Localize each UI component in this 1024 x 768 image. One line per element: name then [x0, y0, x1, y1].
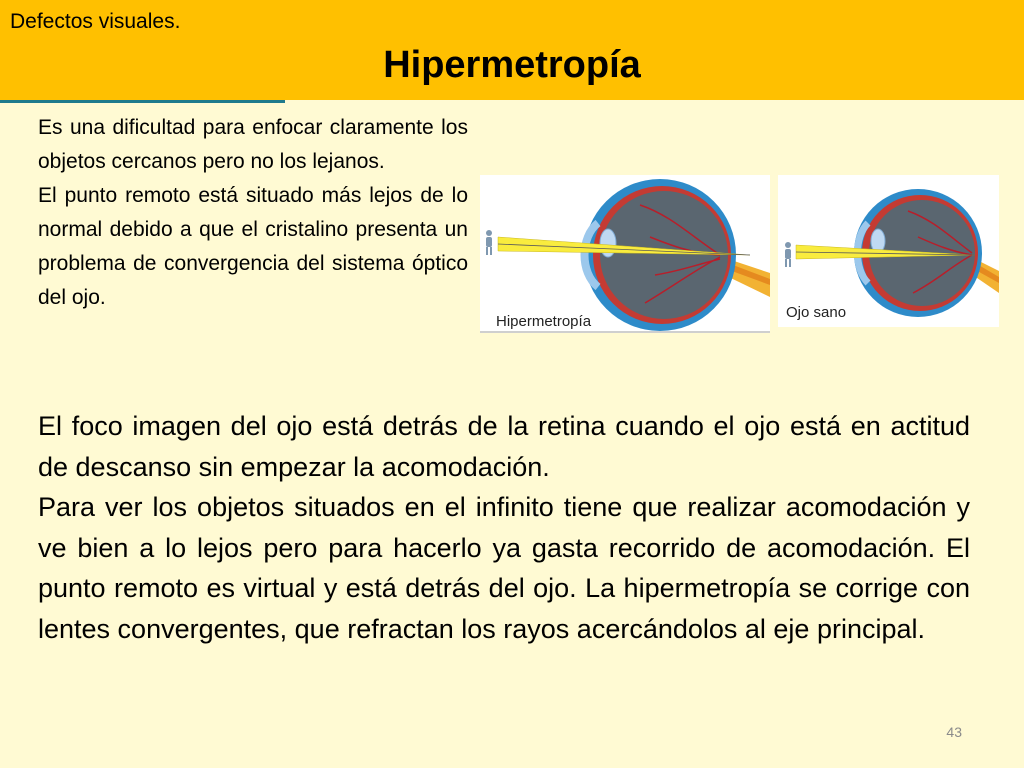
slide-title: Hipermetropía	[383, 44, 641, 86]
hyperopia-caption: Hipermetropía	[496, 313, 592, 330]
hyperopia-eye-figure	[480, 175, 770, 333]
body-paragraph-1: El foco imagen del ojo está detrás de la retina cuando el ojo está en actitud de descanso sin empezar la acomodación.	[38, 411, 970, 482]
body-text	[38, 406, 970, 649]
intro-paragraph-2: El punto remoto está situado más lejos de lo normal debido a que el cristalino presenta un problema de convergencia del sistema óptico del ojo.	[38, 184, 468, 309]
body-paragraph-2: Para ver los objetos situados en el infinito tiene que realizar acomodación y ve bien a lo lejos pero para hacerlo ya gasta recorrido de acomodación. El punto remoto es virtual y está detrás del ojo. La hipermetropía se corrige con lentes convergentes, que refractan los rayos acercándolos al eje principal.	[38, 492, 970, 644]
page-number: 43	[946, 724, 962, 740]
intro-text	[38, 111, 468, 315]
intro-paragraph-1: Es una dificultad para enfocar claramente los objetos cercanos pero no los lejanos.	[38, 116, 468, 173]
header-accent-line	[0, 100, 285, 103]
section-label: Defectos visuales.	[10, 10, 181, 33]
hyperopia-eye-illustration	[480, 175, 770, 331]
healthy-eye-caption: Ojo sano	[786, 304, 847, 321]
